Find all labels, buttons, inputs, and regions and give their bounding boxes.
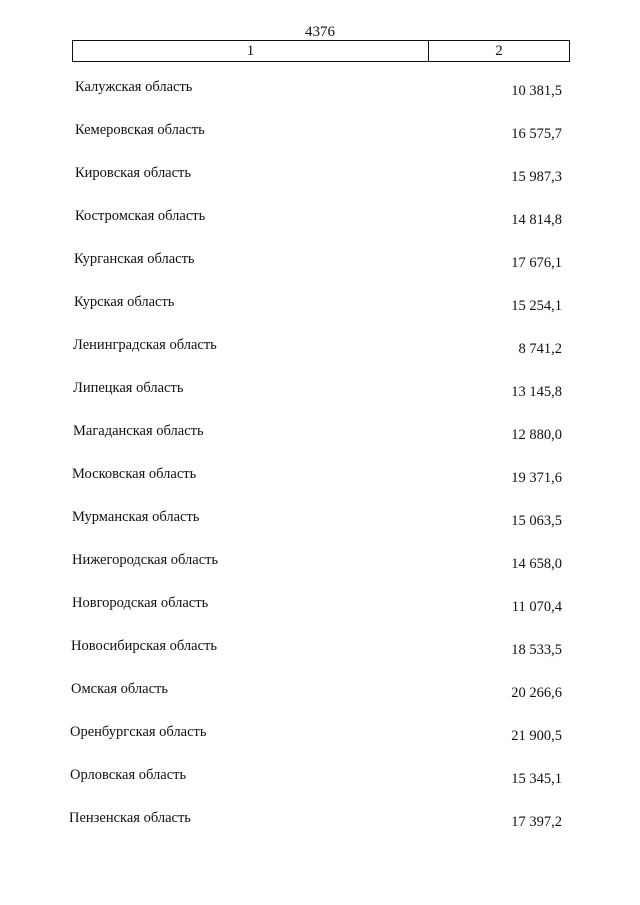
table-row: [0, 163, 640, 206]
table-row: [0, 808, 640, 851]
region-name: Кировская область: [75, 165, 192, 181]
region-value: 15 063,5: [511, 513, 562, 529]
region-name: Магаданская область: [73, 423, 204, 439]
table-row: [0, 378, 640, 421]
region-value: 10 381,5: [511, 83, 562, 99]
table-row: [0, 292, 640, 335]
region-value: 20 266,6: [511, 685, 562, 701]
region-name: Липецкая область: [73, 380, 184, 396]
table-row: [0, 550, 640, 593]
region-value: 17 397,2: [511, 814, 562, 830]
table-row: [0, 679, 640, 722]
table-row: [0, 249, 640, 292]
region-name: Пензенская область: [69, 810, 191, 826]
table-row: [0, 335, 640, 378]
table-body: [0, 77, 640, 851]
region-name: Московская область: [72, 466, 197, 482]
region-name: Кемеровская область: [75, 122, 205, 138]
region-value: 16 575,7: [511, 126, 562, 142]
region-value: 21 900,5: [511, 728, 562, 744]
region-value: 12 880,0: [511, 427, 562, 443]
column-2-header: 2: [495, 43, 503, 59]
table-row: [0, 636, 640, 679]
table-row: [0, 507, 640, 550]
region-name: Нижегородская область: [72, 552, 219, 568]
page-number: 4376: [305, 24, 335, 40]
region-value: 15 254,1: [511, 298, 562, 314]
region-value: 18 533,5: [511, 642, 562, 658]
region-value: 11 070,4: [511, 599, 562, 615]
region-name: Мурманская область: [72, 509, 200, 525]
table-row: [0, 464, 640, 507]
table-row: [0, 77, 640, 120]
region-name: Костромская область: [75, 208, 206, 224]
region-name: Оренбургская область: [70, 724, 207, 740]
region-value: 15 987,3: [511, 169, 562, 185]
region-name: Ленинградская область: [73, 337, 217, 353]
region-name: Новосибирская область: [71, 638, 217, 654]
region-value: 17 676,1: [511, 255, 562, 271]
table-header: [72, 40, 570, 62]
region-name: Калужская область: [75, 79, 193, 95]
table-row: [0, 120, 640, 163]
table-row: [0, 593, 640, 636]
region-name: Омская область: [71, 681, 168, 697]
region-value: 14 814,8: [511, 212, 562, 228]
table-row: [0, 765, 640, 808]
table-row: [0, 206, 640, 249]
region-name: Курская область: [74, 294, 175, 310]
column-1-header: 1: [73, 41, 429, 61]
region-value: 8 741,2: [518, 341, 562, 357]
region-name: Курганская область: [74, 251, 195, 267]
region-value: 14 658,0: [511, 556, 562, 572]
region-name: Новгородская область: [72, 595, 209, 611]
table-row: [0, 421, 640, 464]
region-value: 19 371,6: [511, 470, 562, 486]
region-value: 15 345,1: [511, 771, 562, 787]
region-name: Орловская область: [70, 767, 187, 783]
table-row: [0, 722, 640, 765]
region-value: 13 145,8: [511, 384, 562, 400]
